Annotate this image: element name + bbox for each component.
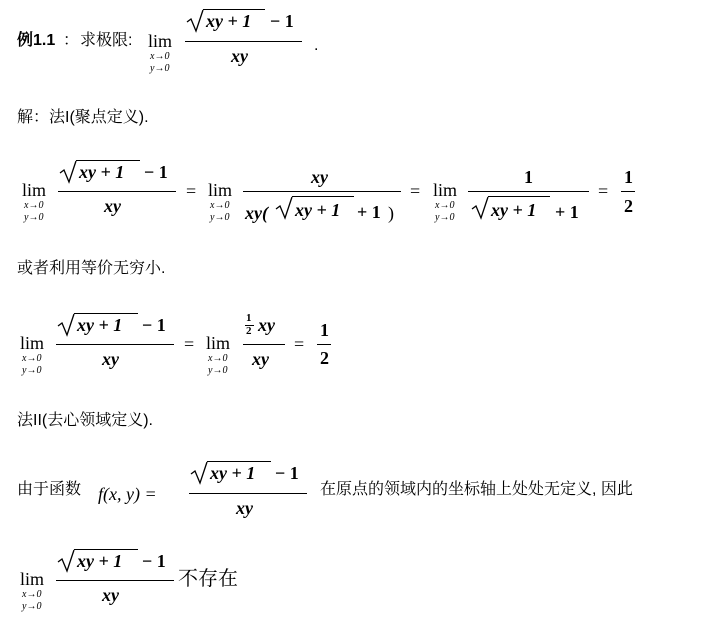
sqrt-sign — [59, 160, 79, 184]
lim-operator: lim — [22, 180, 47, 200]
half-denominator: 2 — [246, 325, 252, 337]
numerator: 1 — [524, 167, 533, 187]
minus-one: − 1 — [144, 162, 168, 182]
because-suffix: 在原点的领域内的坐标轴上处处无定义, 因此 — [320, 481, 633, 498]
denominator: xy — [104, 196, 121, 216]
denominator-prefix: xy( — [245, 203, 268, 223]
lim-operator: lim — [206, 333, 231, 353]
radicand: xy + 1 — [295, 200, 341, 220]
conclusion-text: 不存在 — [178, 566, 238, 590]
lim-operator: lim — [20, 333, 45, 353]
plus-one: + 1 — [555, 202, 579, 222]
fraction-bar — [185, 41, 302, 42]
numerator: xy — [311, 167, 328, 187]
radicand: xy + 1 — [206, 11, 252, 31]
sqrt-sign — [471, 196, 491, 220]
lim-operator: lim — [433, 180, 458, 200]
radicand: xy + 1 — [77, 315, 123, 335]
sqrt-sign — [190, 461, 210, 485]
fraction-bar — [56, 344, 174, 345]
sqrt-sign — [57, 313, 77, 337]
fraction-bar — [56, 580, 174, 581]
plus-one: + 1 — [357, 202, 381, 222]
fraction-bar — [189, 493, 307, 494]
minus-one: − 1 — [142, 551, 166, 571]
example-colon: ： — [63, 32, 80, 49]
fraction-bar — [468, 191, 589, 192]
minus-one: − 1 — [275, 463, 299, 483]
lim-sub-y: y→0 — [435, 212, 455, 223]
equals-sign: = — [294, 334, 305, 354]
numerator: 1 — [320, 320, 329, 340]
lim-sub-y: y→0 — [22, 365, 42, 376]
radicand: xy + 1 — [79, 162, 125, 182]
radicand: xy + 1 — [491, 200, 537, 220]
equals-sign: = — [410, 181, 421, 201]
numerator: 1 — [624, 167, 633, 187]
fraction-bar — [243, 344, 285, 345]
sqrt-sign — [186, 9, 206, 33]
fraction-bar — [621, 191, 635, 192]
denominator: xy — [102, 585, 119, 605]
lim-sub-x: x→0 — [208, 353, 228, 364]
close-paren: ) — [388, 203, 394, 223]
lim-operator: lim — [148, 31, 173, 51]
alt-method-text: 或者利用等价无穷小. — [17, 260, 166, 277]
denominator: xy — [102, 349, 119, 369]
lim-sub-x: x→0 — [24, 200, 44, 211]
equals-sign: = — [184, 334, 195, 354]
equals-sign: = — [186, 181, 197, 201]
fxy-label: f(x, y) = — [98, 484, 157, 504]
minus-one: − 1 — [270, 11, 294, 31]
example-label: 例1.1 — [17, 32, 56, 49]
lim-operator: lim — [208, 180, 233, 200]
minus-one: − 1 — [142, 315, 166, 335]
fraction-bar — [243, 191, 401, 192]
solution-heading: 解：法I(聚点定义). — [17, 109, 149, 126]
lim-operator: lim — [20, 569, 45, 589]
lim-sub-y: y→0 — [210, 212, 230, 223]
denominator: xy — [231, 46, 248, 66]
denominator: 2 — [320, 348, 329, 368]
lim-sub-x: x→0 — [435, 200, 455, 211]
radicand: xy + 1 — [210, 463, 256, 483]
lim-sub-y: y→0 — [150, 63, 170, 74]
fraction-bar — [317, 344, 331, 345]
lim-sub-x: x→0 — [150, 51, 170, 62]
fraction-bar — [58, 191, 176, 192]
lim-sub-y: y→0 — [22, 601, 42, 612]
numerator-xy: xy — [258, 315, 275, 335]
half-numerator: 1 — [246, 312, 252, 324]
denominator: 2 — [624, 196, 633, 216]
lim-sub-x: x→0 — [210, 200, 230, 211]
lim-sub-x: x→0 — [22, 353, 42, 364]
radicand: xy + 1 — [77, 551, 123, 571]
sqrt-sign — [57, 549, 77, 573]
denominator: xy — [236, 498, 253, 518]
lim-sub-y: y→0 — [208, 365, 228, 376]
method2-heading: 法II(去心领域定义). — [17, 412, 153, 429]
lim-sub-y: y→0 — [24, 212, 44, 223]
lim-sub-x: x→0 — [22, 589, 42, 600]
denominator: xy — [252, 349, 269, 369]
because-prefix: 由于函数 — [17, 481, 82, 498]
sqrt-sign — [275, 196, 295, 220]
example-prompt: 求极限: — [80, 32, 133, 49]
end-mark: . — [314, 37, 319, 54]
equals-sign: = — [598, 181, 609, 201]
